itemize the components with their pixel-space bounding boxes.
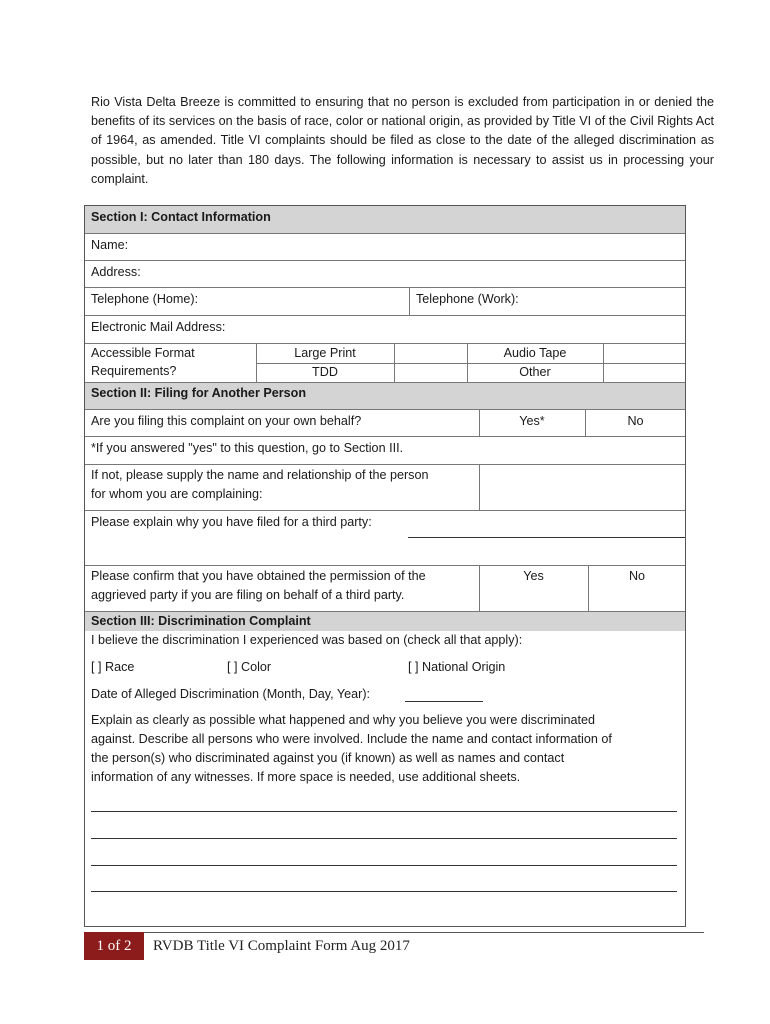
telephone-work-label: Telephone (Work): [416, 292, 519, 306]
section-2-header [85, 382, 685, 410]
audio-tape-option: Audio Tape [503, 346, 567, 360]
third-party-reason-line[interactable] [408, 537, 685, 538]
address-row[interactable] [85, 261, 685, 288]
explanation-line-3[interactable] [91, 865, 677, 866]
explain-line-2: against. Describe all persons who were involved. Include the name and contact information of [91, 732, 612, 746]
name-row[interactable] [85, 234, 685, 261]
section-3-title: Section III: Discrimination Complaint [91, 614, 311, 628]
permission-label-2: aggrieved party if you are filing on behalf of a third party. [91, 588, 405, 602]
section-2-title: Section II: Filing for Another Person [91, 386, 307, 400]
telephone-row [85, 288, 685, 316]
explanation-line-1[interactable] [91, 811, 677, 812]
other-option: Other [519, 365, 551, 379]
email-label: Electronic Mail Address: [91, 320, 226, 334]
section-2-note: *If you answered "yes" to this question, go to Section III. [91, 441, 404, 455]
email-row[interactable] [85, 316, 685, 344]
section-1-title: Section I: Contact Information [91, 210, 271, 224]
intro-paragraph: Rio Vista Delta Breeze is committed to ensuring that no person is excluded from participation in or denied the benefits of its services on the basis of race, color or national origin, as provided by Title VI of the Civil Rights Act of 1964, as amended. Title VI complaints should be filed as close to the date of the alleged discrimination as possible, but no later than 180 days. The following information is necessary to assist us in processing your complaint. [91, 95, 714, 186]
race-checkbox[interactable]: [ ] Race [91, 660, 135, 674]
permission-label-1: Please confirm that you have obtained the permission of the [91, 569, 426, 583]
color-checkbox[interactable]: [ ] Color [227, 660, 272, 674]
explanation-line-2[interactable] [91, 838, 677, 839]
section-3-header [85, 612, 685, 631]
name-label: Name: [91, 238, 129, 252]
explain-line-4: information of any witnesses. If more space is needed, use additional sheets. [91, 770, 521, 784]
date-label: Date of Alleged Discrimination (Month, Day, Year): [91, 687, 371, 701]
third-party-name-field[interactable] [480, 465, 685, 511]
large-print-option: Large Print [294, 346, 356, 360]
own-behalf-row [85, 410, 685, 437]
explanation-line-4[interactable] [91, 891, 677, 892]
permission-row [85, 566, 685, 612]
third-party-name-label-1: If not, please supply the name and relationship of the person [91, 468, 429, 482]
section-1-header [85, 206, 685, 234]
large-print-checkbox[interactable] [395, 344, 467, 363]
accessible-format-row [85, 344, 685, 382]
third-party-reason-row [85, 511, 685, 566]
date-field[interactable] [405, 701, 483, 702]
audio-tape-checkbox[interactable] [604, 344, 686, 363]
own-behalf-yes[interactable]: Yes* [519, 414, 545, 428]
complaint-form [84, 205, 686, 927]
tdd-option: TDD [312, 365, 338, 379]
third-party-reason-label: Please explain why you have filed for a third party: [91, 515, 372, 529]
own-behalf-question: Are you filing this complaint on your own behalf? [91, 414, 362, 428]
accessible-format-label-1: Accessible Format [91, 346, 195, 360]
section-2-note-row [85, 437, 685, 465]
third-party-name-label-2: for whom you are complaining: [91, 487, 263, 501]
accessible-format-label-2: Requirements? [91, 364, 177, 378]
telephone-home-label: Telephone (Home): [91, 292, 199, 306]
permission-yes[interactable]: Yes [523, 569, 544, 583]
address-label: Address: [91, 265, 141, 279]
tdd-checkbox[interactable] [395, 364, 467, 382]
telephone-divider [409, 288, 410, 316]
other-checkbox[interactable] [604, 364, 686, 382]
explain-line-3: the person(s) who discriminated against you (if known) as well as names and contact [91, 751, 565, 765]
footer-title: RVDB Title VI Complaint Form Aug 2017 [153, 938, 410, 954]
explain-line-1: Explain as clearly as possible what happened and why you believe you were discriminated [91, 713, 596, 727]
third-party-name-row [85, 465, 685, 511]
page-footer [84, 932, 704, 960]
page-number: 1 of 2 [84, 932, 144, 960]
national-origin-checkbox[interactable]: [ ] National Origin [408, 660, 506, 674]
own-behalf-no[interactable]: No [627, 414, 644, 428]
basis-instruction: I believe the discrimination I experienced was based on (check all that apply): [91, 633, 523, 647]
permission-no[interactable]: No [628, 569, 646, 583]
